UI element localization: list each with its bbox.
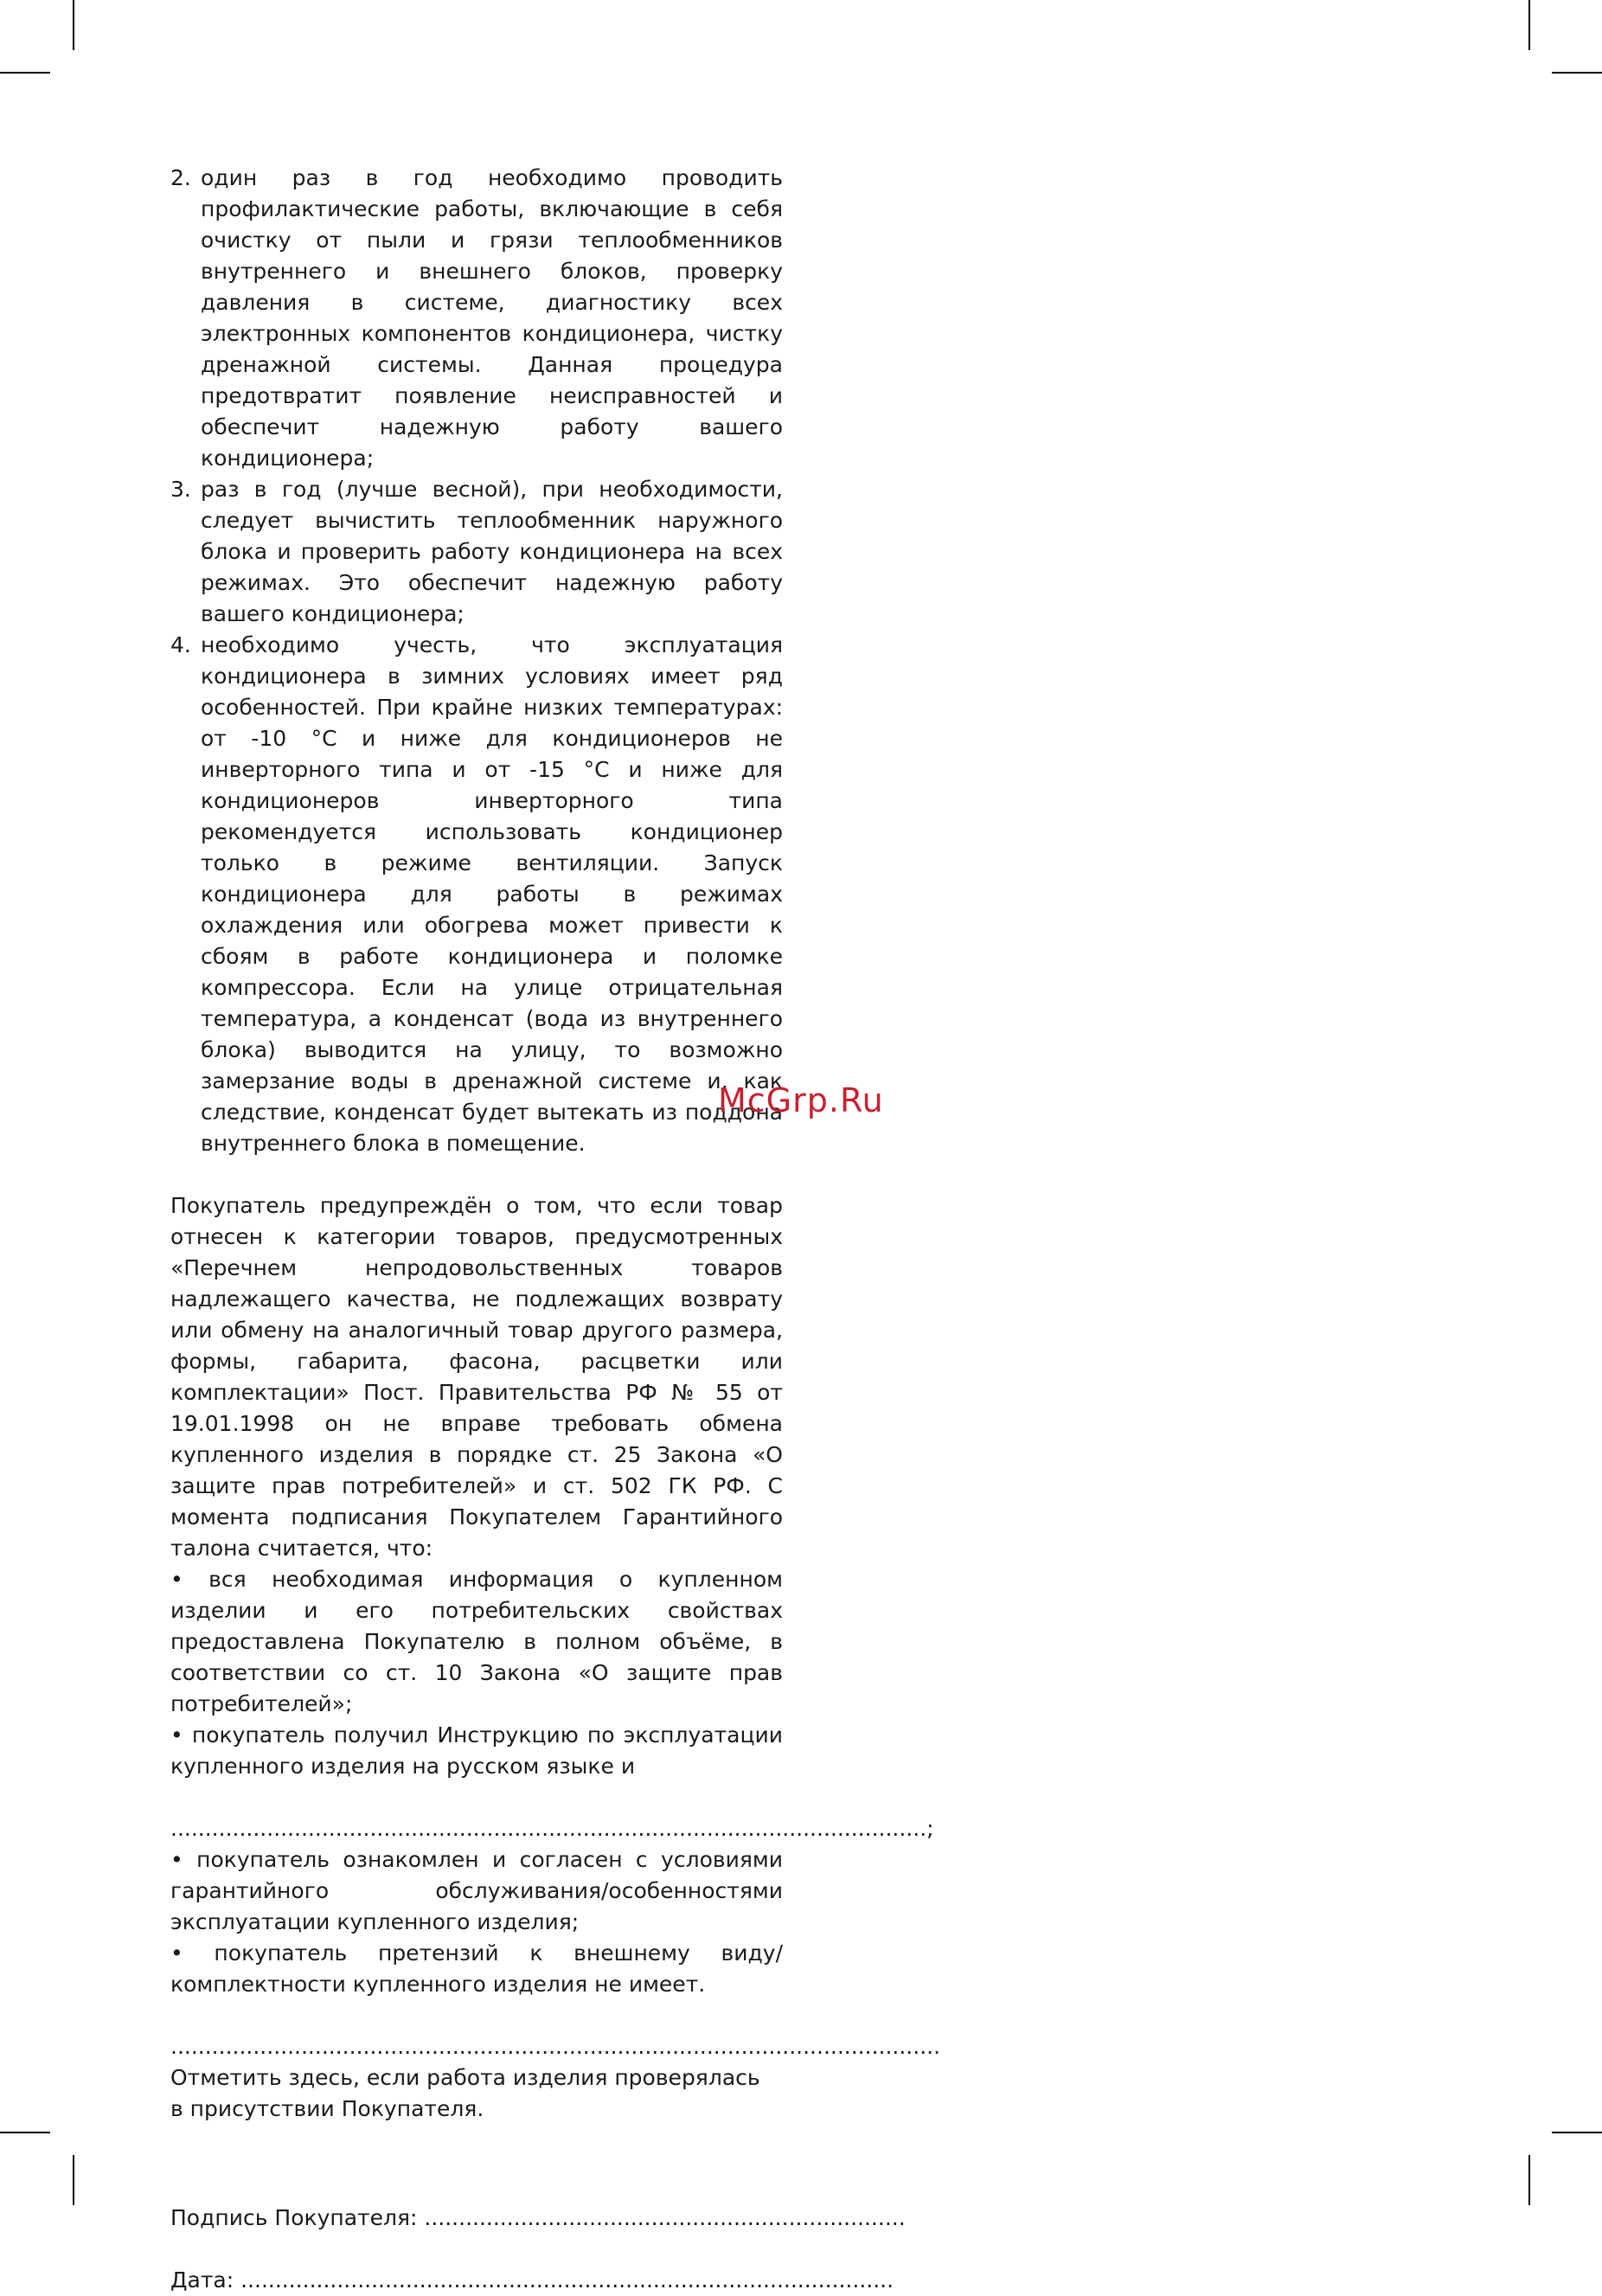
dotted-line-instruction: ..............................................................................................................; (170, 1816, 934, 1841)
list-item-number: 3. (170, 477, 191, 502)
bullet-no-claims: • покупатель претензий к внешнему виду/комплектности купленного изделия не имеет. (170, 1940, 783, 1997)
crop-mark-top-right-horizontal (1552, 72, 1602, 74)
check-note-line-1: Отметить здесь, если работа изделия проверялась (170, 2065, 760, 2090)
crop-mark-top-left-vertical (73, 0, 74, 50)
maintenance-list (170, 163, 783, 1159)
crop-mark-bottom-right-horizontal (1552, 2132, 1602, 2133)
signature-field: Подпись Покупателя: ...................................................................... (170, 2205, 906, 2230)
list-item (170, 630, 783, 1159)
crop-mark-top-right-vertical (1528, 0, 1530, 50)
bullet-info-provided: • вся необходимая информация о купленном изделии и его потребительских свойствах предоставлена Покупателю в полном объёме, в соответствии со ст. 10 Закона «О защите прав потребителей»; (170, 1567, 783, 1716)
list-item-number: 2. (170, 165, 191, 190)
list-item-text: раз в год (лучше весной), при необходимости, следует вычистить теплообменник наружного блока и проверить работу кондиционера на всех режимах. Это обеспечит надежную работу вашего кондиционера; (201, 477, 783, 626)
watermark: McGrp.Ru (718, 1081, 884, 1119)
bullet-instruction-received: • покупатель получил Инструкцию по эксплуатации купленного изделия на русском языке и (170, 1722, 783, 1779)
warning-paragraph: Покупатель предупреждён о том, что если товар отнесен к категории товаров, предусмотренных «Перечнем непродовольственных товаров надлежащего качества, не подлежащих возврату или обмену на аналогичный товар другого размера, формы, габарита, фасона, расцветки или комплектации» Пост. Правительства РФ № 55 от 19.01.1998 он не вправе требовать обмена купленного изделия в порядке ст. 25 Закона «О защите прав потребителей» и ст. 502 ГК РФ. С момента подписания Покупателем Гарантийного талона считается, что: (170, 1193, 783, 1561)
crop-mark-bottom-right-vertical (1528, 2155, 1530, 2205)
bullet-warranty-terms: • покупатель ознакомлен и согласен с условиями гарантийного обслуживания/особенностями эксплуатации купленного изделия; (170, 1847, 783, 1934)
list-item-text: один раз в год необходимо проводить профилактические работы, включающие в себя очистку от пыли и грязи теплообменников внутреннего и внешнего блоков, проверку давления в системе, диагностику всех электронных компонентов кондиционера, чистку дренажной системы. Данная процедура предотвратит появление неисправностей и обеспечит надежную работу вашего кондиционера; (201, 165, 783, 471)
check-note-line-2: в присутствии Покупателя. (170, 2096, 484, 2121)
crop-mark-top-left-horizontal (0, 72, 50, 74)
dotted-line-check-mark: ................................................................................................................ (170, 2034, 941, 2059)
list-item-text: необходимо учесть, что эксплуатация кондиционера в зимних условиях имеет ряд особенностей. При крайне низких температурах: от -10 °С и ниже для кондиционеров не инверторного типа и от -15 °С и ниже для кондиционеров инверторного типа рекомендуется использовать кондиционер только в режиме вентиляции. Запуск кондиционера для работы в режимах охлаждения или обогрева может привести к сбоям в работе кондиционера и поломке компрессора. Если на улице отрицательная температура, а конденсат (вода из внутреннего блока) выводится на улицу, то возможно замерзание воды в дренажной системе и, как следствие, конденсат будет вытекать из поддона внутреннего блока в помещение. (201, 632, 783, 1156)
crop-mark-bottom-left-horizontal (0, 2132, 50, 2133)
list-item (170, 163, 783, 474)
list-item-number: 4. (170, 632, 191, 657)
list-item (170, 474, 783, 630)
date-field: Дата: ............................................................................................... (170, 2267, 894, 2293)
crop-mark-bottom-left-vertical (73, 2155, 74, 2205)
